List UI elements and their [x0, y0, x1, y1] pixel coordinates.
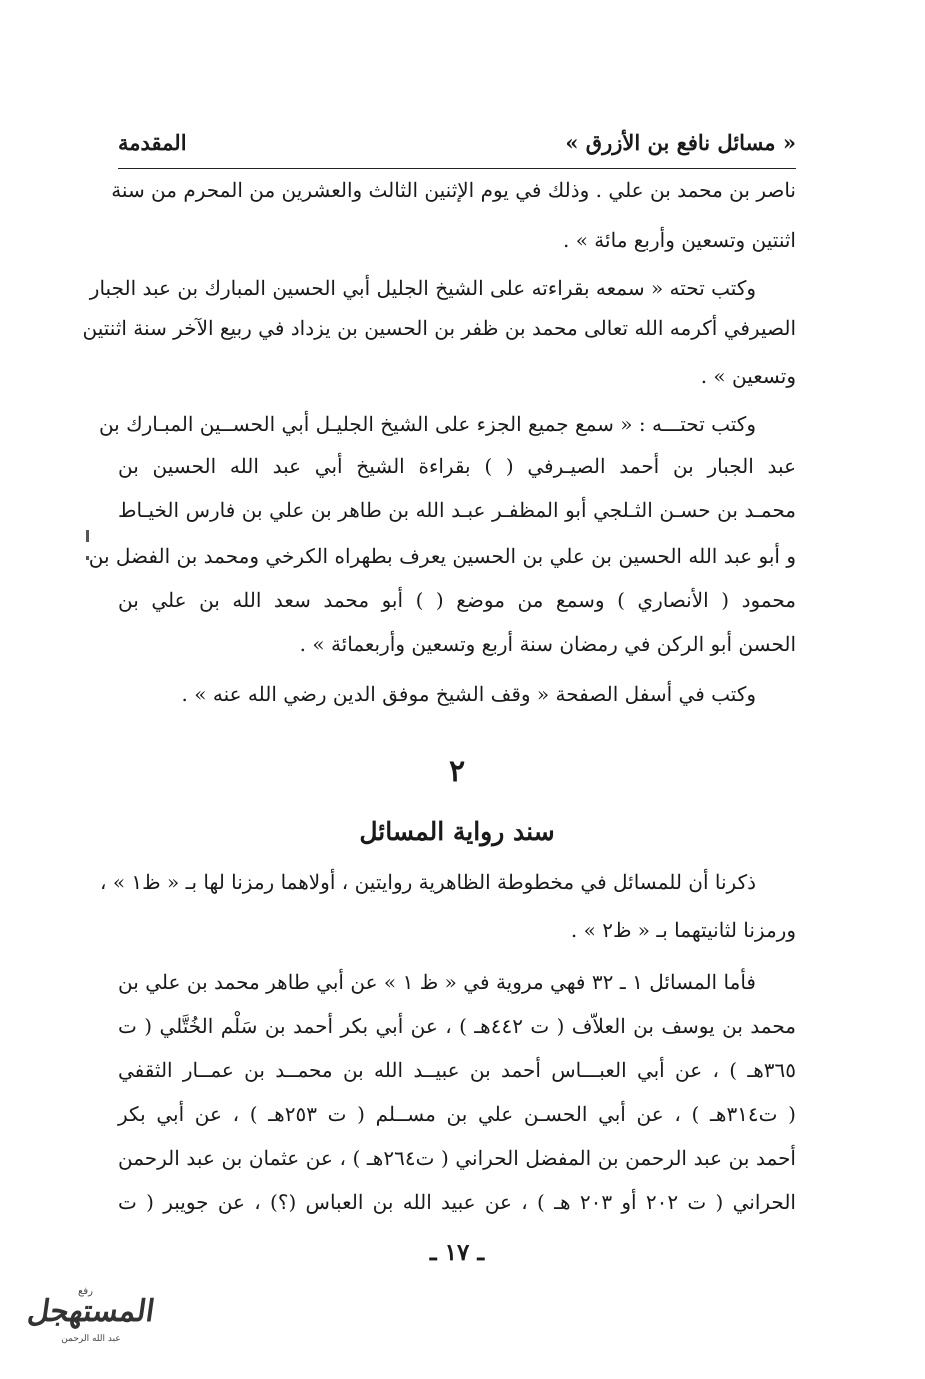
text-line: وكتب تحتـــه : « سمع جميع الجزء على الشيخ الجليـل أبي الحســين المبـارك بن [98, 412, 756, 436]
header-divider [118, 168, 796, 169]
section-number: ٢ [448, 754, 466, 789]
text-line: الحراني ( ت ٢٠٢ أو ٢٠٣ هـ ) ، عن عبيد الله بن العباس (؟) ، عن جويبر ( ت [118, 1190, 796, 1214]
watermark-main: المستهجل [25, 1294, 157, 1329]
margin-mark [86, 556, 89, 560]
text-line: الصيرفي أكرمه الله تعالى محمد بن ظفر بن الحسين بن يزداد في ربيع الآخر سنة اثنتين [82, 316, 796, 340]
text-line: الحسن أبو الركن في رمضان سنة أربع وتسعين وأربعمائة » . [299, 632, 796, 656]
text-line: أحمد بن عبد الرحمن بن المفضل الحراني ( ت٢٦٤هـ ) ، عن عثمان بن عبد الرحمن [118, 1146, 796, 1170]
section-title: سند رواية المسائل [359, 817, 555, 846]
text-line: ( ت٣١٤هـ ) ، عن أبي الحسـن علي بن مســلم ( ت ٢٥٣هـ ) ، عن أبي بكر [118, 1102, 796, 1126]
watermark-sub: عبد الله الرحمن [61, 1334, 121, 1344]
text-line: ٣٦٥هـ ) ، عن أبي العبـــاس أحمد بن عبيــد الله بن محمــد بن عمــار الثقفي [118, 1058, 796, 1082]
text-line: وكتب تحته « سمعه بقراءته على الشيخ الجليل أبي الحسين المبارك بن عبد الجبار [89, 276, 756, 300]
text-line: محمـد بن حسـن الثـلجي أبو المظفـر عبـد الله بن طاهر بن علي بن فارس الخيـاط [118, 498, 796, 522]
text-line: ذكرنا أن للمسائل في مخطوطة الظاهرية روايتين ، أولاهما رمزنا لها بـ « ظ١ » ، [100, 870, 756, 894]
chapter-title: المقدمة [118, 129, 187, 155]
text-line: وكتب في أسفل الصفحة « وقف الشيخ موفق الدين رضي الله عنه » . [181, 682, 756, 706]
watermark-logo [16, 1286, 166, 1362]
page-number: ـ ١٧ ـ [429, 1239, 485, 1266]
running-head [118, 122, 796, 162]
text-line: محمود ( الأنصاري ) وسمع من موضع ( ) أبو محمد سعد الله بن علي بن [118, 588, 796, 612]
text-line: محمد بن يوسف بن العلاّف ( ت ٤٤٢هـ ) ، عن أبي بكر أحمد بن سَلْم الخُتَّلي ( ت [118, 1014, 796, 1038]
text-line: عبد الجبار بن أحمد الصيـرفي ( ) بقراءة الشيخ أبي عبد الله الحسين بن [118, 454, 796, 478]
text-line: ورمزنا لثانيتهما بـ « ظ٢ » . [570, 918, 796, 942]
text-line: و أبو عبد الله الحسين بن علي بن الحسين يعرف بطهراه الكرخي ومحمد بن الفضل بن [88, 544, 796, 568]
margin-mark [86, 530, 89, 542]
text-line: وتسعين » . [700, 364, 796, 388]
book-title: « مسائل نافع بن الأزرق » [565, 129, 796, 155]
text-line: اثنتين وتسعين وأربع مائة » . [563, 228, 796, 252]
watermark-top: رفع [78, 1286, 93, 1297]
text-line: فأما المسائل ١ ـ ٣٢ فهي مروية في « ظ ١ » عن أبي طاهر محمد بن علي بن [118, 970, 756, 994]
text-line: ناصر بن محمد بن علي . وذلك في يوم الإثنين الثالث والعشرين من المحرم من سنة [111, 178, 796, 202]
